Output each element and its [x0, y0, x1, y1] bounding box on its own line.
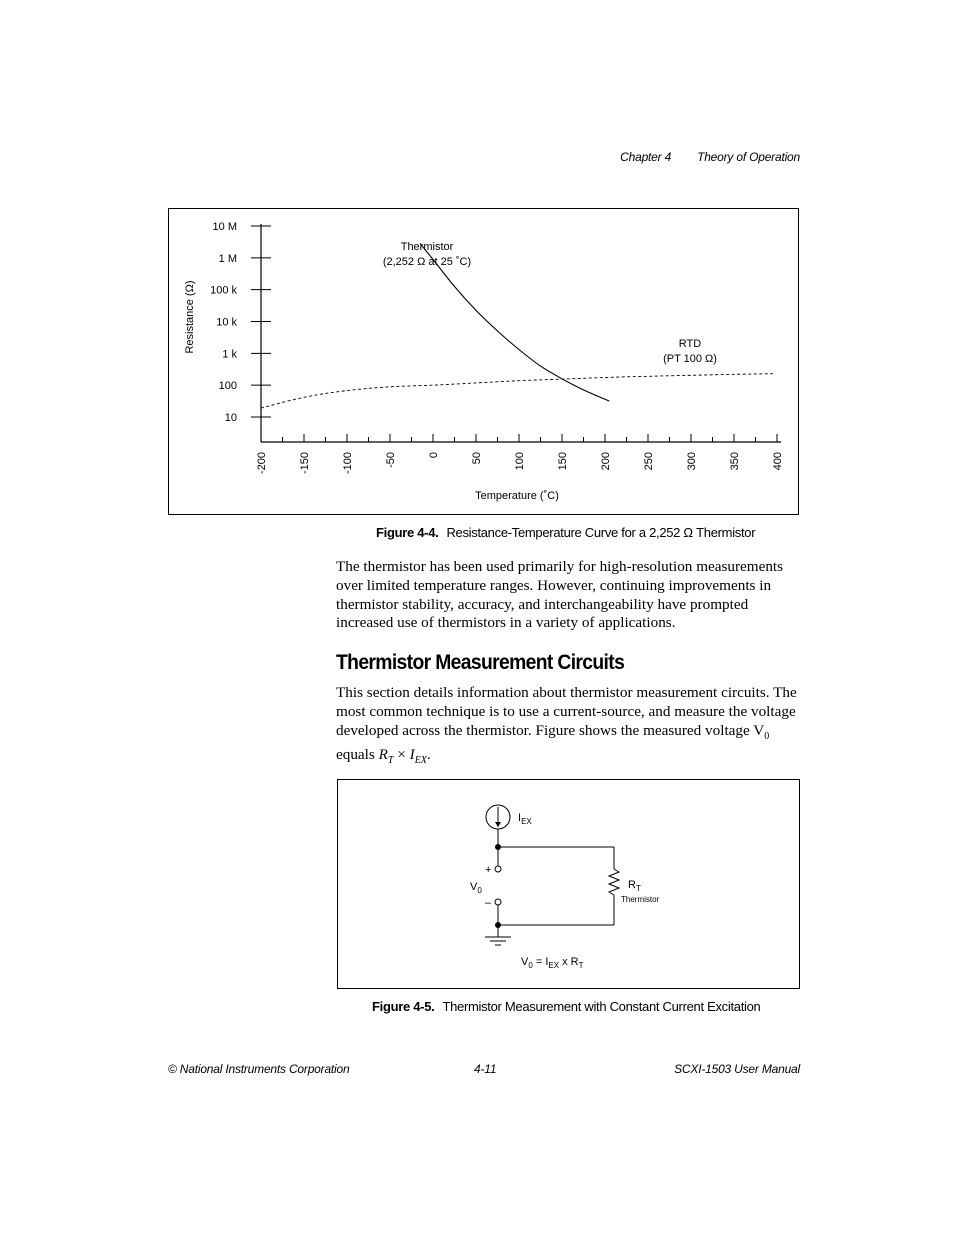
minus-terminal — [495, 899, 501, 905]
x-tick-label: 300 — [686, 452, 698, 471]
p2-iex-sub: EX — [414, 755, 427, 767]
y-tick-label: 100 — [218, 380, 237, 393]
x-tick-label: -200 — [256, 452, 268, 475]
footer-left: © National Instruments Corporation — [168, 1062, 350, 1076]
x-axis-title: Temperature (˚C) — [475, 490, 559, 502]
running-header — [620, 150, 800, 164]
rtd-curve — [261, 374, 773, 408]
thermistor-label-line2: (2,252 Ω at 25 ˚C) — [382, 256, 472, 268]
x-tick-label: -50 — [385, 452, 397, 468]
p2-rt: R — [378, 746, 388, 764]
thermistor-resistor — [609, 869, 619, 895]
y-tick-label: 1 M — [218, 252, 237, 265]
equation: $V_0 = I_{EX}$ x $R_T$ — [521, 956, 584, 970]
paragraph-measurement-circuits — [336, 684, 800, 771]
x-tick-label: 100 — [514, 452, 526, 471]
y-tick-label: 1 k — [222, 348, 237, 361]
paragraph-thermistor-usage: The thermistor has been used primarily for high-resolution measurements over limited temperature ranges. However, continuing improvements in thermistor stability, accuracy, and interchangeability have prompted increased use of thermistors in a variety of applications. — [336, 558, 784, 632]
x-tick-label: 50 — [471, 452, 483, 465]
y-tick-label: 10 M — [212, 221, 237, 233]
y-tick-label: 100 k — [210, 284, 237, 297]
minus-sign: – — [485, 897, 492, 909]
x-tick-label: 0 — [428, 452, 440, 459]
header-title: Theory of Operation — [697, 150, 800, 164]
header-chapter: Chapter 4 — [620, 150, 672, 164]
figure-4-5-caption — [372, 999, 760, 1014]
figure-4-5-label: Figure 4-5. — [372, 999, 435, 1014]
footer-page-number: 4-11 — [474, 1062, 497, 1076]
thermistor-circuit-figure — [337, 779, 800, 989]
y-axis-title: Resistance (Ω) — [184, 280, 196, 354]
current-source-symbol — [486, 805, 510, 829]
section-title: Thermistor Measurement Circuits — [336, 651, 625, 674]
resistance-temperature-figure — [168, 208, 799, 515]
x-tick-label: -150 — [299, 452, 311, 475]
thermistor-label-line1: Thermistor — [400, 241, 454, 253]
plus-terminal — [495, 866, 501, 872]
v0-label: $V_0$ — [470, 881, 482, 895]
ground-symbol — [485, 925, 511, 945]
rtd-label-line2: (PT 100 Ω) — [663, 353, 717, 365]
p2-v-sub: 0 — [764, 730, 770, 742]
p2-iex: I — [409, 746, 415, 764]
x-tick-label: 150 — [557, 452, 569, 471]
plus-sign: + — [485, 864, 492, 876]
p2-end: . — [426, 746, 431, 764]
iex-label: $I_{EX}$ — [518, 812, 532, 826]
figure-4-5-text: Thermistor Measurement with Constant Current Excitation — [442, 999, 761, 1014]
thermistor-text: Thermistor — [621, 895, 660, 904]
p2-rt-sub: T — [387, 755, 394, 767]
x-tick-label: 350 — [729, 452, 741, 471]
x-tick-label: 400 — [772, 452, 784, 471]
figure-4-4-caption — [376, 525, 755, 540]
thermistor-circuit-diagram — [338, 780, 801, 990]
x-tick-label: 250 — [643, 452, 655, 471]
y-tick-label: 10 k — [216, 316, 237, 329]
p2-text: This section details information about thermistor measurement circuits. The most common technique is to use a current-source, and measure the voltage developed across the thermistor. Figure shows the measured voltage V — [336, 684, 797, 739]
x-tick-label: -100 — [342, 452, 354, 475]
resistance-temperature-chart — [169, 209, 800, 516]
rtd-label-line1: RTD — [678, 338, 702, 350]
p2-times: × — [393, 746, 410, 764]
rt-label: $R_T$ — [628, 879, 641, 893]
footer-right: SCXI-1503 User Manual — [674, 1062, 800, 1076]
p2-equals: equals — [336, 746, 379, 764]
x-tick-label: 200 — [600, 452, 612, 471]
figure-4-4-label: Figure 4-4. — [376, 525, 439, 540]
figure-4-4-text: Resistance-Temperature Curve for a 2,252 Ω Thermistor — [446, 525, 756, 540]
y-tick-label: 10 — [224, 412, 237, 424]
